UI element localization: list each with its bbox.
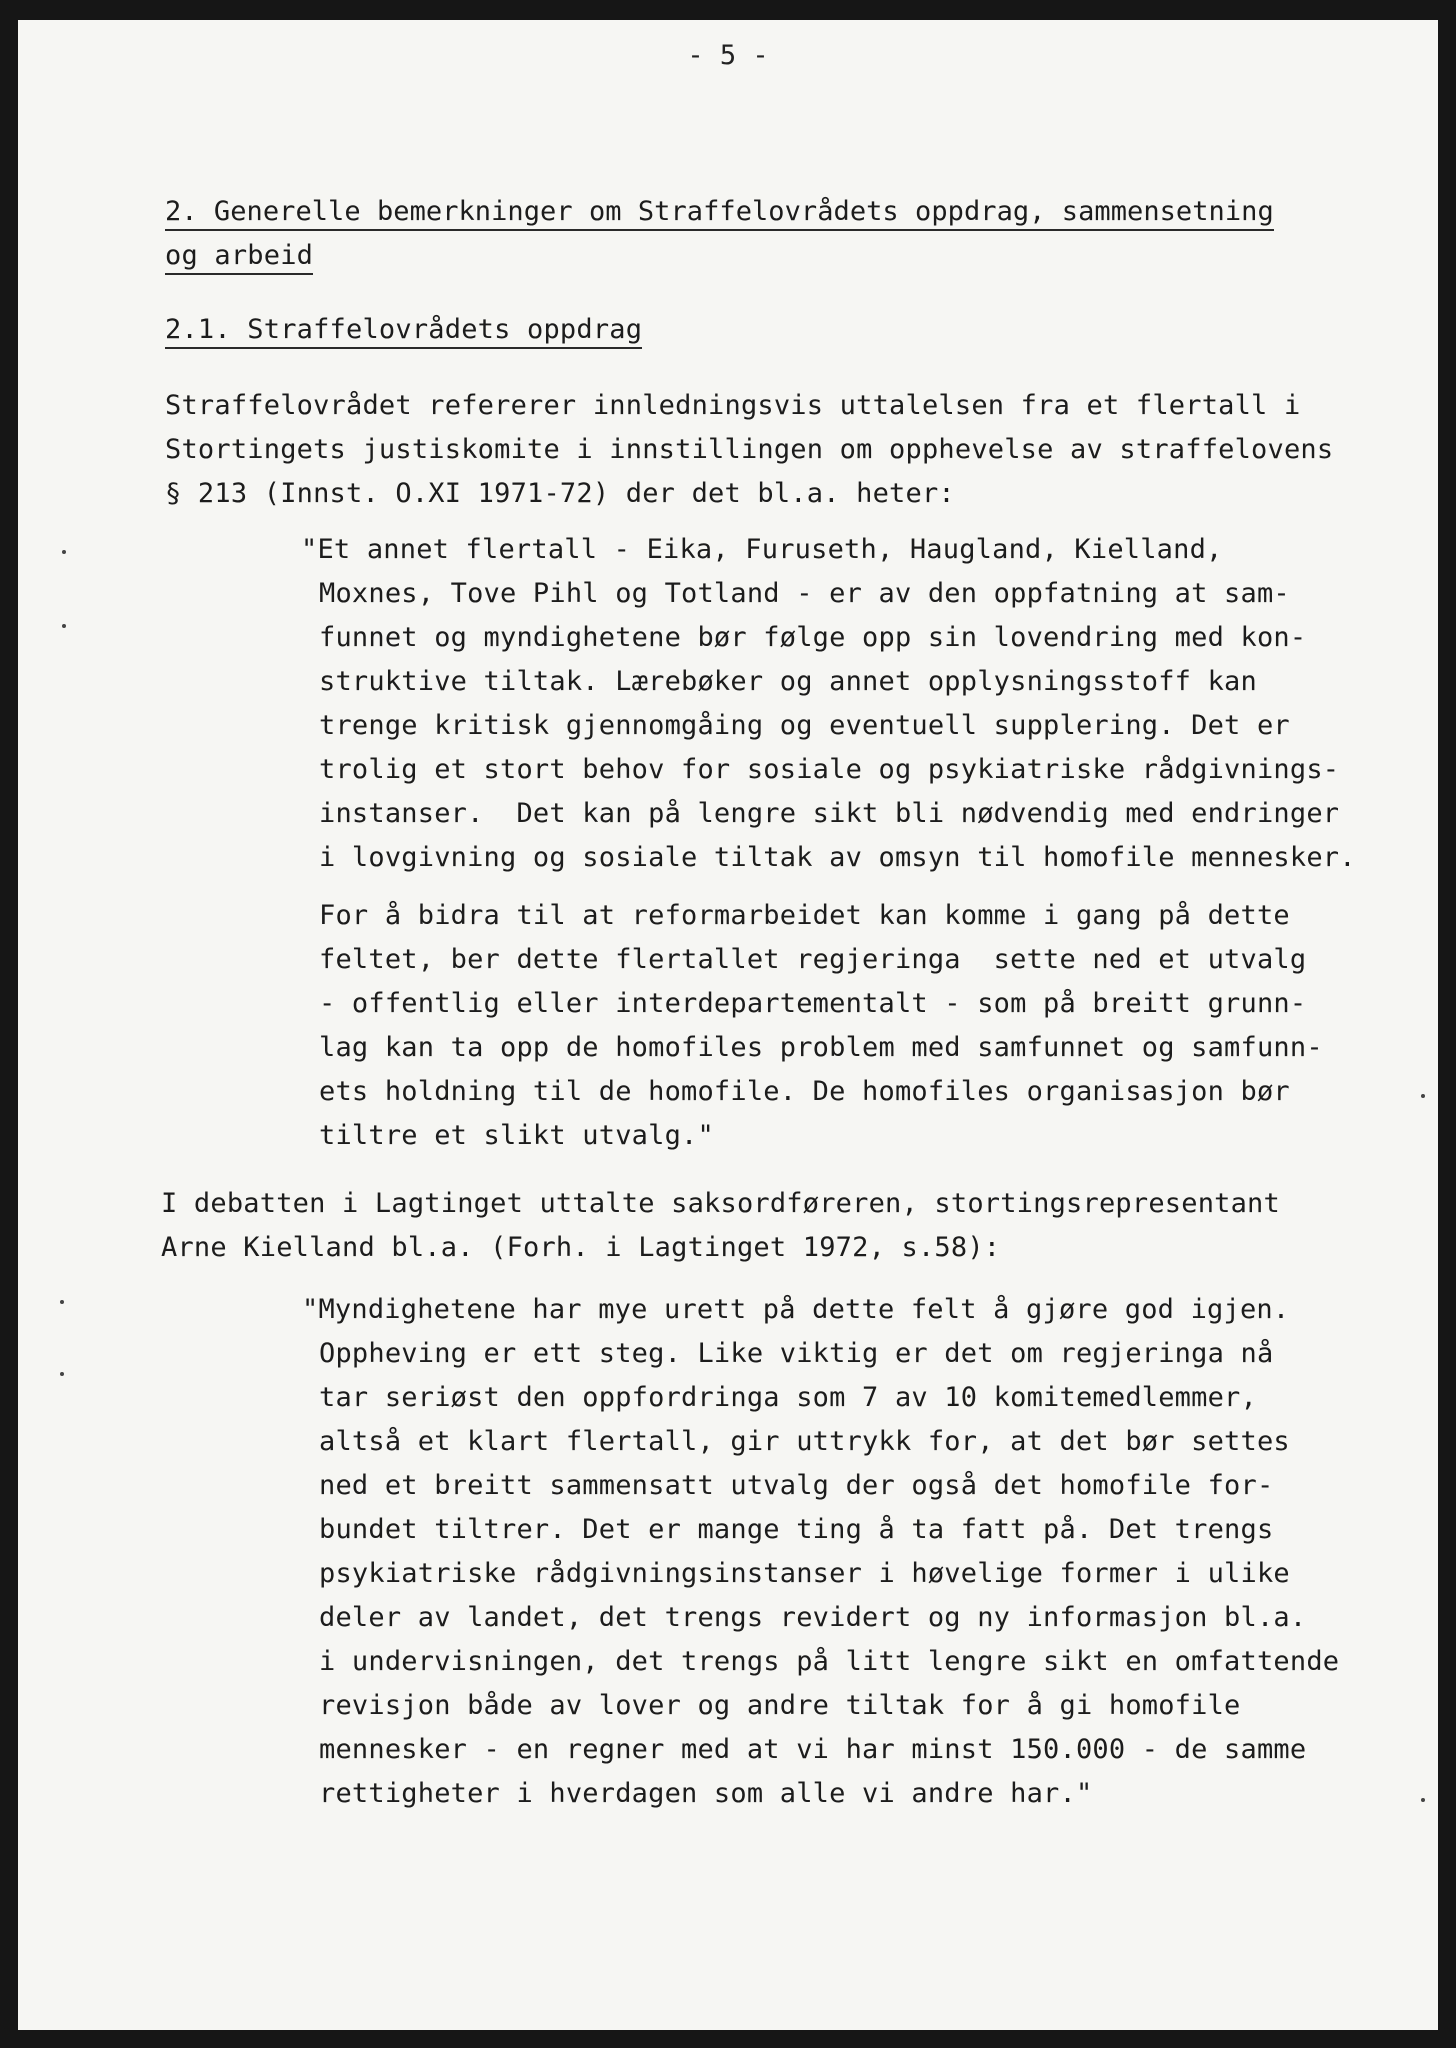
quote-line: rettigheter i hverdagen som alle vi andre har." (319, 1778, 1093, 1809)
quote-line: feltet, ber dette flertallet regjeringa sette ned et utvalg (319, 944, 1307, 975)
quote-line: bundet tiltrer. Det er mange ting å ta fatt på. Det trengs (319, 1514, 1274, 1545)
quote-line: funnet og myndighetene bør følge opp sin lovendring med kon- (319, 622, 1307, 653)
quote-line: altså et klart flertall, gir uttrykk for, at det bør settes (319, 1426, 1290, 1457)
quote-line: psykiatriske rådgivningsinstanser i høvelige former i ulike (319, 1558, 1290, 1589)
quote-line: trenge kritisk gjennomgåing og eventuell supplering. Det er (319, 710, 1290, 741)
quote-line: "Myndighetene har mye urett på dette felt å gjøre god igjen. (302, 1294, 1290, 1325)
body-line: I debatten i Lagtinget uttalte saksordføreren, stortingsrepresentant (161, 1188, 1280, 1219)
intro-line: Straffelovrådet refererer innledningsvis uttalelsen fra et flertall i (165, 390, 1301, 421)
quote-line: - offentlig eller interdepartementalt - som på breitt grunn- (319, 988, 1307, 1019)
quote-line: instanser. Det kan på lengre sikt bli nødvendig med endringer (319, 798, 1340, 829)
intro-line: Stortingets justiskomite i innstillingen om opphevelse av straffelovens (165, 434, 1334, 465)
body-line: Arne Kielland bl.a. (Forh. i Lagtinget 1972, s.58): (161, 1232, 1001, 1263)
quote-line: trolig et stort behov for sosiale og psykiatriske rådgivnings- (319, 754, 1340, 785)
quote-line: i lovgivning og sosiale tiltak av omsyn til homofile mennesker. (319, 842, 1356, 873)
quote-line: "Et annet flertall - Eika, Furuseth, Haugland, Kielland, (301, 534, 1223, 565)
section-heading-line-1: 2. Generelle bemerkninger om Straffelovrådets oppdrag, sammensetning (165, 196, 1274, 231)
margin-speck (60, 1372, 64, 1376)
margin-speck (1421, 1094, 1425, 1098)
quote-line: Moxnes, Tove Pihl og Totland - er av den oppfatning at sam- (319, 578, 1290, 609)
quote-line: revisjon både av lover og andre tiltak for å gi homofile (319, 1690, 1241, 1721)
quote-line: For å bidra til at reformarbeidet kan komme i gang på dette (319, 900, 1290, 931)
subsection-heading: 2.1. Straffelovrådets oppdrag (165, 314, 642, 349)
document-page (18, 20, 1438, 2030)
quote-line: ets holdning til de homofile. De homofiles organisasjon bør (319, 1076, 1290, 1107)
page-number: - 5 - (687, 40, 769, 71)
quote-line: Oppheving er ett steg. Like viktig er det om regjeringa nå (319, 1338, 1274, 1369)
quote-line: struktive tiltak. Lærebøker og annet opplysningsstoff kan (319, 666, 1257, 697)
margin-speck (62, 624, 66, 628)
section-heading-line-2: og arbeid (165, 240, 313, 275)
margin-speck (62, 550, 66, 554)
quote-line: lag kan ta opp de homofiles problem med samfunnet og samfunn- (319, 1032, 1323, 1063)
intro-line: § 213 (Innst. O.XI 1971-72) der det bl.a. heter: (165, 478, 955, 509)
quote-line: tar seriøst den oppfordringa som 7 av 10 komitemedlemmer, (319, 1382, 1257, 1413)
margin-speck (1421, 1798, 1425, 1802)
quote-line: tiltre et slikt utvalg." (319, 1120, 714, 1151)
quote-line: ned et breitt sammensatt utvalg der også det homofile for- (319, 1470, 1274, 1501)
quote-line: i undervisningen, det trengs på litt lengre sikt en omfattende (319, 1646, 1340, 1677)
margin-speck (60, 1300, 64, 1304)
quote-line: deler av landet, det trengs revidert og ny informasjon bl.a. (319, 1602, 1307, 1633)
quote-line: mennesker - en regner med at vi har minst 150.000 - de samme (319, 1734, 1307, 1765)
